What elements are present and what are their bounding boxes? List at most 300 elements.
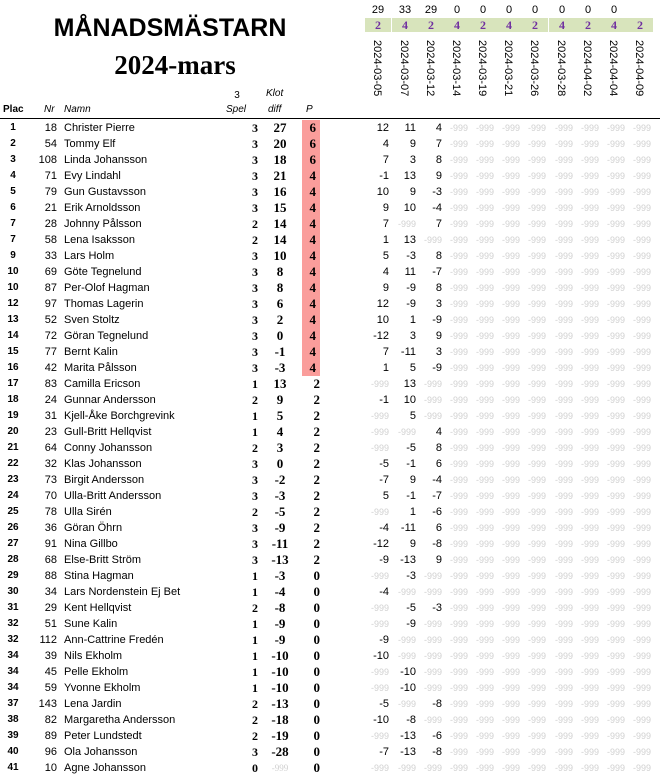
name-cell: Göte Tegnelund (64, 266, 142, 278)
game-diff-cell: -999 (449, 635, 468, 645)
game-diff-cell: -999 (501, 395, 520, 405)
spel-cell: 1 (252, 585, 258, 599)
table-row (0, 184, 660, 200)
game-diff-cell: -999 (606, 283, 625, 293)
game-diff-cell: -999 (606, 619, 625, 629)
game-diff-cell: -999 (475, 123, 494, 133)
game-diff-cell: -999 (554, 203, 573, 213)
plac-cell: 16 (7, 362, 19, 373)
game-diff-cell: -999 (580, 379, 599, 389)
game-diff-cell: 7 (382, 218, 389, 230)
game-diff-cell: -999 (475, 731, 494, 741)
plac-cell: 6 (10, 202, 16, 213)
round-date: 2024-03-05 (371, 40, 383, 97)
game-diff-cell: -7 (379, 746, 389, 758)
game-diff-cell: -999 (527, 539, 546, 549)
game-diff-cell: -999 (554, 699, 573, 709)
points-cell: 0 (313, 584, 320, 599)
game-diff-cell: 5 (382, 250, 389, 262)
game-diff-cell: -999 (554, 379, 573, 389)
table-row (0, 744, 660, 760)
plac-cell: 2 (10, 138, 16, 149)
nr-cell: 52 (44, 314, 57, 326)
game-diff-cell: -999 (632, 347, 651, 357)
game-diff-cell: 8 (435, 282, 442, 294)
plac-cell: 34 (7, 682, 19, 693)
points-cell: 4 (302, 280, 320, 296)
game-diff-cell: 3 (435, 298, 442, 310)
game-diff-cell: -999 (423, 715, 442, 725)
name-cell: Gunnar Andersson (64, 394, 156, 406)
spel-cell: 3 (252, 745, 258, 759)
game-diff-cell: -999 (449, 683, 468, 693)
game-diff-cell: -999 (632, 587, 651, 597)
round-date-cell (496, 36, 522, 102)
plac-cell: 32 (7, 634, 19, 645)
round-points: 2 (522, 18, 548, 32)
game-diff-cell: -999 (501, 283, 520, 293)
game-diff-cell: -999 (554, 571, 573, 581)
nr-cell: 78 (44, 506, 57, 518)
game-diff-cell: -999 (632, 571, 651, 581)
points-cell: 2 (313, 392, 320, 407)
game-diff-cell: -999 (632, 459, 651, 469)
game-diff-cell: 9 (409, 474, 416, 486)
game-diff-cell: -999 (501, 203, 520, 213)
round-date-cell (470, 36, 496, 102)
diff-cell: -1 (274, 344, 286, 359)
plac-header: Plac (3, 104, 24, 115)
spel-header: Spel (226, 104, 247, 115)
diff-cell: 14 (273, 232, 287, 247)
game-diff-cell: -999 (554, 747, 573, 757)
name-cell: Thomas Lagerin (64, 298, 144, 310)
game-diff-cell: 6 (435, 522, 442, 534)
game-diff-cell: -999 (632, 683, 651, 693)
game-diff-cell: -999 (449, 491, 468, 501)
name-cell: Agne Johansson (64, 762, 146, 774)
game-diff-cell: -999 (475, 715, 494, 725)
game-diff-cell: -999 (554, 507, 573, 517)
game-diff-cell: -999 (527, 747, 546, 757)
name-cell: Lena Jardin (64, 698, 122, 710)
name-cell: Camilla Ericson (64, 378, 141, 390)
name-cell: Kjell-Åke Borchgrevink (64, 410, 175, 422)
game-diff-cell: -999 (580, 347, 599, 357)
game-diff-cell: -999 (475, 283, 494, 293)
game-diff-cell: -999 (554, 155, 573, 165)
round-date: 2024-03-19 (476, 40, 488, 97)
round-count: 0 (558, 4, 566, 16)
game-diff-cell: -999 (580, 763, 599, 773)
game-diff-cell: 7 (382, 346, 389, 358)
diff-cell: 9 (276, 392, 284, 407)
game-diff-cell: -999 (527, 635, 546, 645)
game-diff-cell: -999 (527, 475, 546, 485)
game-diff-cell: -999 (580, 443, 599, 453)
game-diff-cell: -999 (475, 395, 494, 405)
name-cell: Ola Johansson (64, 746, 138, 758)
spel-cell: 3 (252, 521, 258, 535)
game-diff-cell: -999 (527, 155, 546, 165)
diff-cell: -18 (271, 712, 289, 727)
diff-cell: -3 (274, 488, 286, 503)
game-diff-cell: -999 (423, 651, 442, 661)
game-diff-cell: -999 (632, 379, 651, 389)
game-diff-cell: -999 (475, 235, 494, 245)
nr-cell: 77 (44, 346, 57, 358)
nr-cell: 51 (44, 618, 57, 630)
game-diff-cell: -999 (475, 587, 494, 597)
name-cell: Stina Hagman (64, 570, 134, 582)
game-diff-cell: -999 (606, 443, 625, 453)
table-row (0, 168, 660, 184)
plac-cell: 31 (7, 602, 19, 613)
game-diff-cell: -999 (554, 299, 573, 309)
nr-cell: 64 (44, 442, 57, 454)
game-diff-cell: -999 (370, 443, 389, 453)
game-diff-cell: -6 (432, 506, 442, 518)
nr-cell: 36 (44, 522, 57, 534)
game-diff-cell: -999 (449, 475, 468, 485)
nr-cell: 96 (44, 746, 57, 758)
table-row (0, 408, 660, 424)
game-diff-cell: -999 (475, 635, 494, 645)
game-diff-cell: -999 (580, 635, 599, 645)
game-diff-cell: -999 (527, 219, 546, 229)
game-diff-cell: -999 (606, 171, 625, 181)
game-diff-cell: -999 (449, 299, 468, 309)
game-diff-cell: -999 (632, 395, 651, 405)
nr-cell: 72 (44, 330, 57, 342)
points-cell: 4 (302, 344, 320, 360)
game-diff-cell: -999 (632, 603, 651, 613)
round-points: 4 (444, 18, 470, 32)
game-diff-cell: -999 (554, 555, 573, 565)
game-diff-cell: -999 (606, 667, 625, 677)
game-diff-cell: -999 (397, 651, 416, 661)
game-diff-cell: -999 (449, 763, 468, 773)
game-diff-cell: -9 (406, 282, 416, 294)
plac-cell: 4 (10, 170, 16, 181)
game-diff-cell: 10 (403, 394, 416, 406)
diff-cell: -8 (274, 600, 286, 615)
game-diff-cell: -999 (449, 363, 468, 373)
game-diff-cell: 3 (409, 154, 416, 166)
game-diff-cell: -999 (554, 251, 573, 261)
plac-cell: 23 (7, 474, 19, 485)
spel-cell: 3 (252, 361, 258, 375)
game-diff-cell: -999 (501, 427, 520, 437)
game-diff-cell: -999 (475, 267, 494, 277)
game-diff-cell: -999 (606, 731, 625, 741)
diff-cell: -9 (274, 520, 286, 535)
game-diff-cell: -999 (449, 731, 468, 741)
game-diff-cell: -999 (554, 491, 573, 501)
game-diff-cell: -999 (449, 571, 468, 581)
round-points: 2 (575, 18, 601, 32)
plac-cell: 3 (10, 154, 16, 165)
game-diff-cell: -9 (406, 618, 416, 630)
nr-cell: 39 (44, 650, 57, 662)
game-diff-cell: -999 (606, 539, 625, 549)
game-diff-cell: -999 (475, 363, 494, 373)
nr-cell: 29 (44, 602, 57, 614)
game-diff-cell: -999 (580, 747, 599, 757)
table-row (0, 664, 660, 680)
game-diff-cell: -999 (632, 267, 651, 277)
spel-cell: 2 (252, 729, 258, 743)
points-cell: 0 (313, 680, 320, 695)
round-date-cell (601, 36, 627, 102)
game-diff-cell: -999 (501, 507, 520, 517)
game-diff-cell: -999 (554, 395, 573, 405)
game-diff-cell: -999 (580, 251, 599, 261)
points-cell: 4 (302, 296, 320, 312)
game-diff-cell: -999 (527, 571, 546, 581)
nr-header: Nr (44, 104, 55, 115)
table-row (0, 488, 660, 504)
game-diff-cell: 6 (435, 458, 442, 470)
plac-cell: 39 (7, 730, 19, 741)
spel-cell: 2 (252, 697, 258, 711)
game-diff-cell: -999 (501, 683, 520, 693)
points-cell: 2 (313, 376, 320, 391)
diff-cell: -28 (271, 744, 289, 759)
game-diff-cell: -5 (406, 602, 416, 614)
game-diff-cell: -999 (527, 459, 546, 469)
game-diff-cell: -999 (632, 187, 651, 197)
game-diff-cell: -999 (423, 763, 442, 773)
game-diff-cell: -999 (423, 411, 442, 421)
plac-cell: 28 (7, 554, 19, 565)
round-date: 2024-03-28 (555, 40, 567, 97)
plac-cell: 38 (7, 714, 19, 725)
game-diff-cell: -999 (449, 747, 468, 757)
points-cell: 2 (313, 520, 320, 535)
game-diff-cell: -999 (501, 523, 520, 533)
game-diff-cell: -999 (527, 395, 546, 405)
game-diff-cell: -999 (527, 667, 546, 677)
round-date: 2024-03-26 (528, 40, 540, 97)
game-diff-cell: -999 (475, 427, 494, 437)
game-diff-cell: -999 (397, 219, 416, 229)
game-diff-cell: -999 (632, 171, 651, 181)
game-diff-cell: -999 (475, 411, 494, 421)
round-date: 2024-03-12 (424, 40, 436, 97)
game-diff-cell: -999 (527, 731, 546, 741)
game-diff-cell: 9 (435, 554, 442, 566)
plac-cell: 24 (7, 490, 19, 501)
game-diff-cell: -999 (580, 155, 599, 165)
game-diff-cell: -11 (400, 522, 416, 534)
game-diff-cell: -12 (373, 538, 389, 550)
game-diff-cell: -3 (406, 570, 416, 582)
diff-cell: -10 (271, 664, 289, 679)
plac-cell: 14 (7, 330, 19, 341)
game-diff-cell: -999 (449, 379, 468, 389)
diff-cell: 10 (273, 248, 287, 263)
plac-cell: 12 (7, 298, 19, 309)
game-diff-cell: 11 (404, 266, 416, 278)
game-diff-cell: -999 (475, 475, 494, 485)
round-date: 2024-03-14 (450, 40, 462, 97)
plac-cell: 1 (10, 122, 16, 133)
round-points: 4 (392, 18, 418, 32)
game-diff-cell: -999 (632, 651, 651, 661)
game-diff-cell: -999 (606, 603, 625, 613)
name-cell: Ulla Sirén (64, 506, 112, 518)
spel-cell: 3 (252, 329, 258, 343)
diff-cell: -3 (274, 360, 286, 375)
table-row (0, 472, 660, 488)
game-diff-cell: -999 (554, 459, 573, 469)
name-cell: Christer Pierre (64, 122, 135, 134)
game-diff-cell: -999 (501, 667, 520, 677)
game-diff-cell: -999 (554, 283, 573, 293)
nr-cell: 32 (44, 458, 57, 470)
game-diff-cell: -999 (475, 555, 494, 565)
game-diff-cell: -999 (554, 347, 573, 357)
spel-cell: 3 (252, 537, 258, 551)
table-row (0, 200, 660, 216)
game-diff-cell: -5 (406, 442, 416, 454)
game-diff-cell: -999 (554, 267, 573, 277)
game-diff-cell: -999 (606, 203, 625, 213)
spel-cell: 3 (252, 457, 258, 471)
game-diff-cell: -4 (432, 202, 442, 214)
spel-cell: 2 (252, 217, 258, 231)
game-diff-cell: -999 (554, 667, 573, 677)
diff-cell: 5 (276, 408, 284, 423)
nr-cell: 59 (44, 682, 57, 694)
table-row (0, 136, 660, 152)
round-date-cell (522, 36, 548, 102)
game-diff-cell: 13 (403, 170, 416, 182)
points-cell: 0 (313, 696, 320, 711)
table-row (0, 552, 660, 568)
nr-cell: 18 (44, 122, 57, 134)
diff-cell: 16 (273, 184, 287, 199)
points-cell: 0 (313, 760, 320, 775)
game-diff-cell: -999 (449, 347, 468, 357)
game-diff-cell: 1 (382, 362, 389, 374)
table-row (0, 712, 660, 728)
game-diff-cell: -999 (527, 123, 546, 133)
game-diff-cell: -999 (580, 491, 599, 501)
game-diff-cell: -4 (379, 586, 389, 598)
points-cell: 2 (313, 536, 320, 551)
points-cell: 6 (302, 120, 320, 136)
game-diff-cell: -999 (475, 379, 494, 389)
name-cell: Pelle Ekholm (64, 666, 129, 678)
game-diff-cell: -999 (632, 155, 651, 165)
diff-cell: 20 (273, 136, 287, 151)
diff-cell: -13 (271, 696, 289, 711)
nr-cell: 42 (44, 362, 57, 374)
points-cell: 0 (313, 712, 320, 727)
points-cell: 6 (302, 136, 320, 152)
game-diff-cell: -999 (632, 203, 651, 213)
table-row (0, 232, 660, 248)
game-diff-cell: -999 (606, 219, 625, 229)
game-diff-cell: -999 (632, 139, 651, 149)
game-diff-cell: -999 (475, 683, 494, 693)
game-diff-cell: -999 (632, 747, 651, 757)
game-diff-cell: -999 (580, 651, 599, 661)
diff-cell: -9 (274, 632, 286, 647)
game-diff-cell: 9 (435, 170, 442, 182)
game-diff-cell: -999 (632, 283, 651, 293)
game-diff-cell: -999 (554, 523, 573, 533)
game-diff-cell: -999 (527, 587, 546, 597)
nr-cell: 143 (38, 698, 57, 710)
name-cell: Gun Gustavsson (64, 186, 146, 198)
table-row (0, 264, 660, 280)
game-diff-cell: 7 (435, 138, 442, 150)
round-date-cell (549, 36, 575, 102)
game-diff-cell: -999 (554, 475, 573, 485)
game-diff-cell: -999 (397, 427, 416, 437)
game-diff-cell: -999 (554, 731, 573, 741)
diff-cell: 27 (273, 120, 287, 135)
spel-cell: 3 (252, 137, 258, 151)
nr-cell: 68 (44, 554, 57, 566)
game-diff-cell: -999 (501, 491, 520, 501)
game-diff-cell: -999 (527, 363, 546, 373)
game-diff-cell: -999 (501, 731, 520, 741)
diff-cell: -5 (274, 504, 286, 519)
game-diff-cell: -999 (475, 699, 494, 709)
points-cell: 2 (313, 552, 320, 567)
diff-cell: 14 (273, 216, 287, 231)
game-diff-cell: -999 (527, 235, 546, 245)
game-diff-cell: -999 (475, 459, 494, 469)
game-diff-cell: -999 (501, 171, 520, 181)
game-diff-cell: -999 (580, 523, 599, 533)
game-diff-cell: -999 (501, 619, 520, 629)
game-diff-cell: -999 (501, 443, 520, 453)
diff-cell: 13 (273, 376, 287, 391)
round-points: 4 (601, 18, 627, 32)
spel-cell: 3 (252, 153, 258, 167)
diff-cell: 18 (273, 152, 287, 167)
game-diff-cell: -999 (606, 251, 625, 261)
round-date: 2024-03-07 (398, 40, 410, 97)
diff-cell: 6 (276, 296, 284, 311)
game-diff-cell: -999 (397, 763, 416, 773)
game-diff-cell: 9 (409, 186, 416, 198)
game-diff-cell: -999 (527, 523, 546, 533)
game-diff-cell: -999 (606, 395, 625, 405)
game-diff-cell: -13 (400, 746, 416, 758)
game-diff-cell: -999 (501, 635, 520, 645)
diff-cell: 4 (276, 424, 284, 439)
game-diff-cell: -8 (432, 698, 442, 710)
plac-cell: 7 (10, 234, 16, 245)
game-diff-cell: -999 (423, 571, 442, 581)
game-diff-cell: 4 (382, 266, 389, 278)
game-diff-cell: -999 (449, 203, 468, 213)
game-diff-cell: -9 (406, 298, 416, 310)
plac-cell: 25 (7, 506, 19, 517)
name-cell: Lena Isaksson (64, 234, 135, 246)
plac-cell: 37 (7, 698, 19, 709)
game-diff-cell: -999 (449, 315, 468, 325)
round-count: 33 (398, 4, 412, 16)
game-diff-cell: -999 (423, 635, 442, 645)
game-diff-cell: -999 (606, 235, 625, 245)
